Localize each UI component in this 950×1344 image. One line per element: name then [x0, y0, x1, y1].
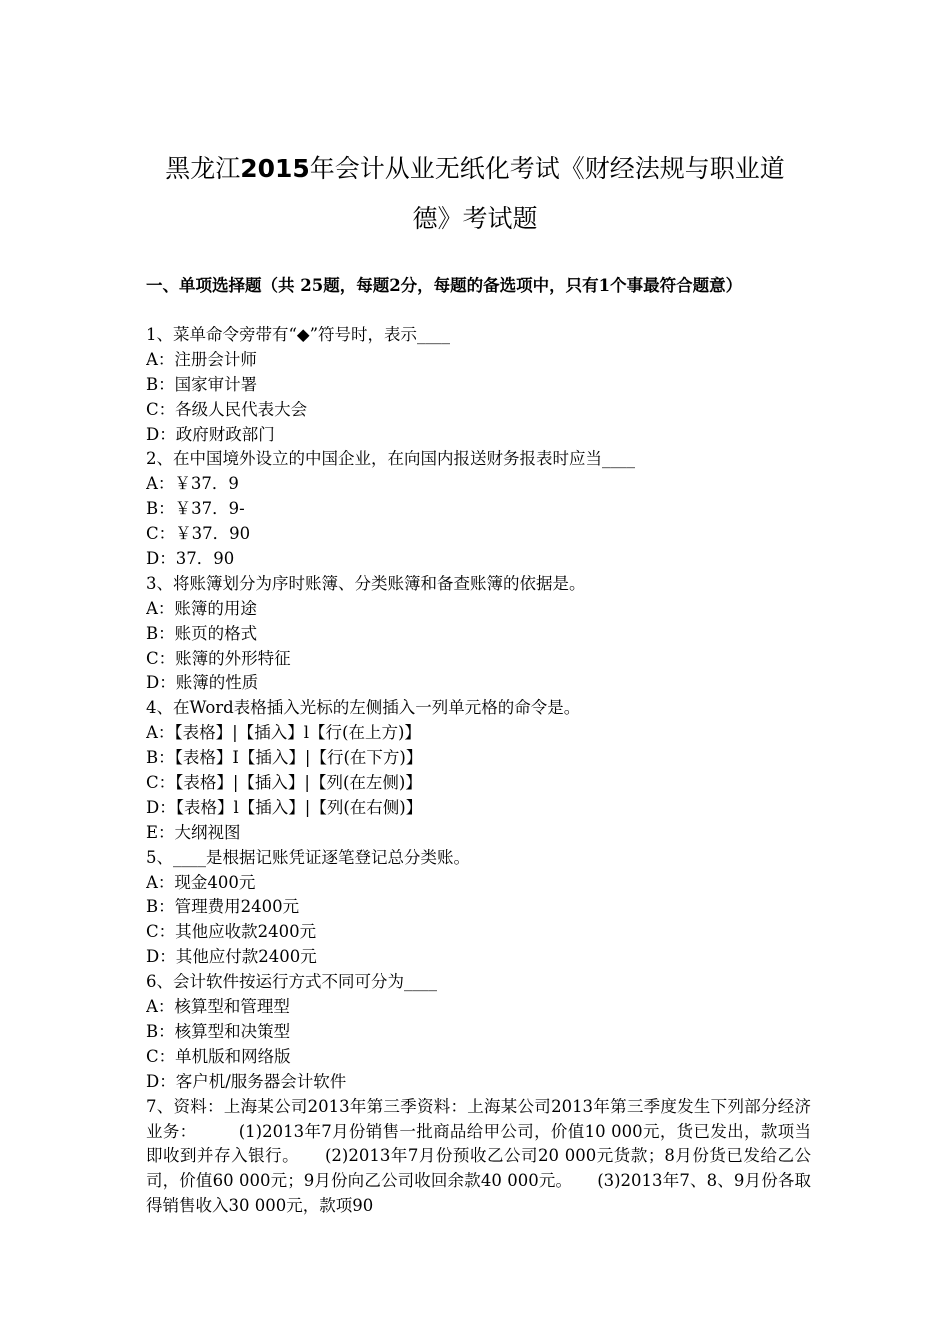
option: A：￥37．9 [146, 474, 239, 494]
option: B：国家审计署 [146, 374, 258, 394]
option: C：账簿的外形特征 [146, 648, 291, 668]
option: D：账簿的性质 [146, 673, 259, 693]
option: D：【表格】l【插入】|【列(在右侧)】 [146, 797, 423, 817]
option: D：37．90 [146, 549, 235, 569]
document-title-line2: 德》考试题 [412, 204, 538, 233]
title-text-part: 年会计从业无纸化考试《财经法规与职业道 [309, 154, 785, 183]
option: A：账簿的用途 [146, 598, 257, 618]
option: B：核算型和决策型 [146, 1021, 291, 1041]
option: C：各级人民代表大会 [146, 399, 308, 419]
option: C：￥37．90 [146, 524, 251, 544]
document-title-line1 [130, 156, 820, 181]
option: B：￥37．9- [146, 499, 245, 519]
question-stem: 5、____是根据记账凭证逐笔登记总分类账。 [146, 847, 470, 867]
option: A：注册会计师 [146, 349, 257, 369]
title-text-part: 黑龙江 [165, 154, 241, 183]
option: D：客户机/服务器会计软件 [146, 1071, 347, 1091]
option: B：管理费用2400元 [146, 897, 300, 917]
option: E：大纲视图 [146, 822, 241, 842]
exam-content [146, 274, 811, 1219]
option: C：其他应收款2400元 [146, 922, 317, 942]
section-heading: 一、单项选择题（共 25题，每题2分，每题的备选项中，只有1个事最符合题意） [146, 276, 743, 295]
option: B：账页的格式 [146, 623, 258, 643]
option: D：政府财政部门 [146, 424, 275, 444]
option: A：【表格】|【插入】l【行(在上方)】 [146, 723, 421, 743]
option: D：其他应付款2400元 [146, 947, 317, 967]
option: A：现金400元 [146, 872, 256, 892]
question-stem: 6、会计软件按运行方式不同可分为____ [146, 972, 437, 992]
question-stem: 1、菜单命令旁带有“◆”符号时，表示____ [146, 325, 451, 344]
title-year: 2015 [240, 154, 310, 183]
question-stem: 2、在中国境外设立的中国企业，在向国内报送财务报表时应当____ [146, 449, 635, 469]
option: A：核算型和管理型 [146, 997, 290, 1017]
question-7-paragraph: 7、资料：上海某公司2013年第三季资料：上海某公司2013年第三季度发生下列部分经济业务： (1)2013年7月份销售一批商品给甲公司，价值10 000元，货已发出，款项当即收到并存入银行。 (2)2013年7月份预收乙公司20 000元货款；8月份货已发给乙公司，价值60 000元；9月份向乙公司收回余款40 000元。 (3)2013年7、8、9月份各取得销售收入30 000元，款项90 [146, 1096, 811, 1216]
question-stem: 4、在Word表格插入光标的左侧插入一列单元格的命令是。 [146, 698, 581, 718]
option: C：单机版和网络版 [146, 1046, 291, 1066]
option: B：【表格】I【插入】|【行(在下方)】 [146, 748, 423, 768]
question-stem: 3、将账簿划分为序时账簿、分类账簿和备查账簿的依据是。 [146, 573, 586, 593]
option: C：【表格】|【插入】|【列(在左侧)】 [146, 773, 422, 793]
